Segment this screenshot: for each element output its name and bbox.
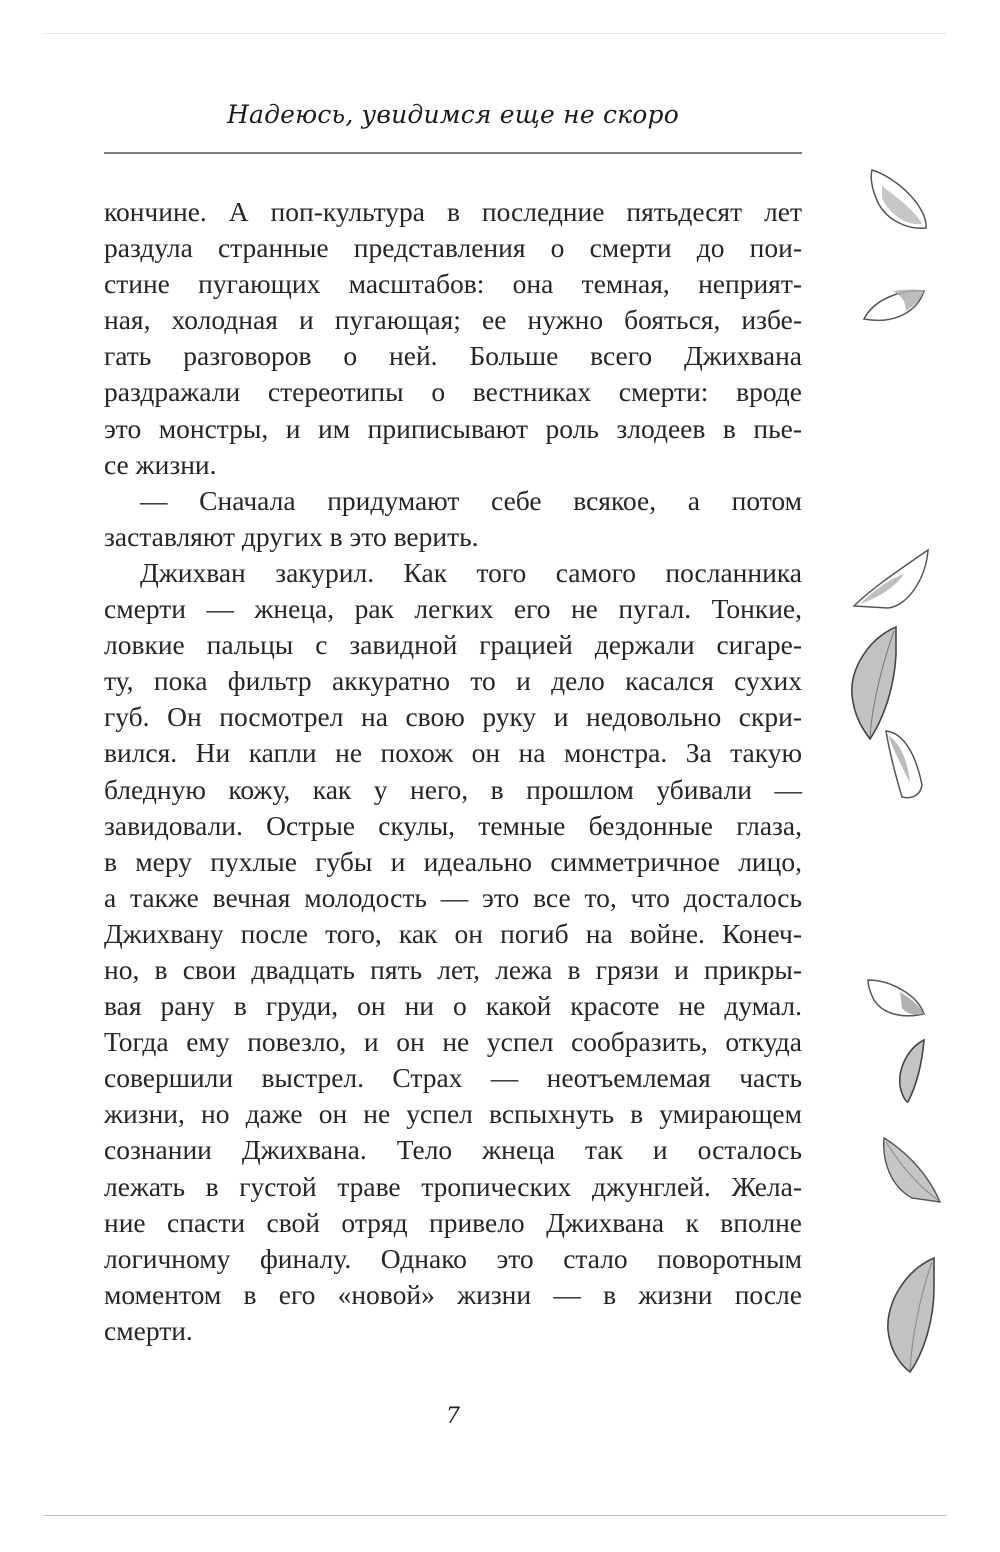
text-line: вился. Ни капли не похож он на монстра. За такую [104,737,802,769]
text-line: моментом в его «новой» жизни — в жизни после [104,1278,802,1310]
text-line: ние спасти свой отряд привело Джихвана к вполне [104,1206,802,1238]
text-line: смерти — жнеца, рак легких его не пугал. Тонкие, [104,593,802,625]
running-head: Надеюсь, увидимся еще не скоро [227,100,679,129]
text-line: ту, пока фильтр аккуратно то и дело касался сухих [104,665,802,697]
text-line: но, в свои двадцать пять лет, лежа в грязи и прикры- [104,953,802,985]
page-top-border [44,33,946,34]
leaf-icon [894,1038,926,1104]
leaf-icon [882,727,926,801]
text-line: стине пугающих масштабов: она темная, неприят- [104,268,802,300]
leaf-icon [866,978,928,1020]
text-line: а также вечная молодость — это все то, что досталось [104,881,802,913]
text-line: раздражали стереотипы о вестниках смерти: вроде [104,376,802,408]
leaf-icon [884,1256,936,1374]
leaf-icon [848,625,898,741]
text-line: Джихван закурил. Как того самого посланника [140,556,802,588]
text-line: ловкие пальцы с завидной грацией держали сигаре- [104,629,802,661]
text-line: логичному финалу. Однако это стало поворотным [104,1242,802,1274]
text-line: это монстры, и им приписывают роль злодеев в пье- [104,412,802,444]
leaf-icon [880,1136,942,1204]
text-line: раздула странные представления о смерти до пои- [104,232,802,264]
text-line: гать разговоров о ней. Больше всего Джихвана [104,340,802,372]
leaf-icon [862,285,926,327]
text-line: ная, холодная и пугающая; ее нужно бояться, избе- [104,304,802,336]
body-text [104,194,802,1349]
text-line: совершили выстрел. Страх — неотъемлемая часть [104,1062,802,1094]
text-line: Джихвану после того, как он погиб на войне. Конеч- [104,917,802,949]
text-line: лежать в густой траве тропических джунглей. Жела- [104,1170,802,1202]
text-line: завидовали. Острые скулы, темные бездонные глаза, [104,809,802,841]
text-line: жизни, но даже он не успел вспыхнуть в умирающем [104,1098,802,1130]
text-line: заставляют других в это верить. [104,520,479,552]
leaf-icon [868,168,940,234]
text-line: Тогда ему повезло, и он не успел сообразить, откуда [104,1026,802,1058]
text-line: вая рану в груди, он ни о какой красоте не думал. [104,990,802,1022]
header-divider [104,152,802,154]
text-line: — Сначала придумают себе всякое, а потом [140,484,802,516]
text-line: смерти. [104,1314,193,1346]
page-number: 7 [446,1404,460,1429]
text-line: бледную кожу, как у него, в прошлом убивали — [104,773,802,805]
page-bottom-border [44,1515,946,1516]
text-line: сознании Джихвана. Тело жнеца так и осталось [104,1134,802,1166]
text-line: кончине. А поп-культура в последние пятьдесят лет [104,196,802,227]
leaf-icon [852,548,930,610]
text-line: в меру пухлые губы и идеально симметричное лицо, [104,845,802,877]
text-line: губ. Он посмотрел на свою руку и недовольно скри- [104,701,802,733]
text-line: се жизни. [104,448,217,480]
